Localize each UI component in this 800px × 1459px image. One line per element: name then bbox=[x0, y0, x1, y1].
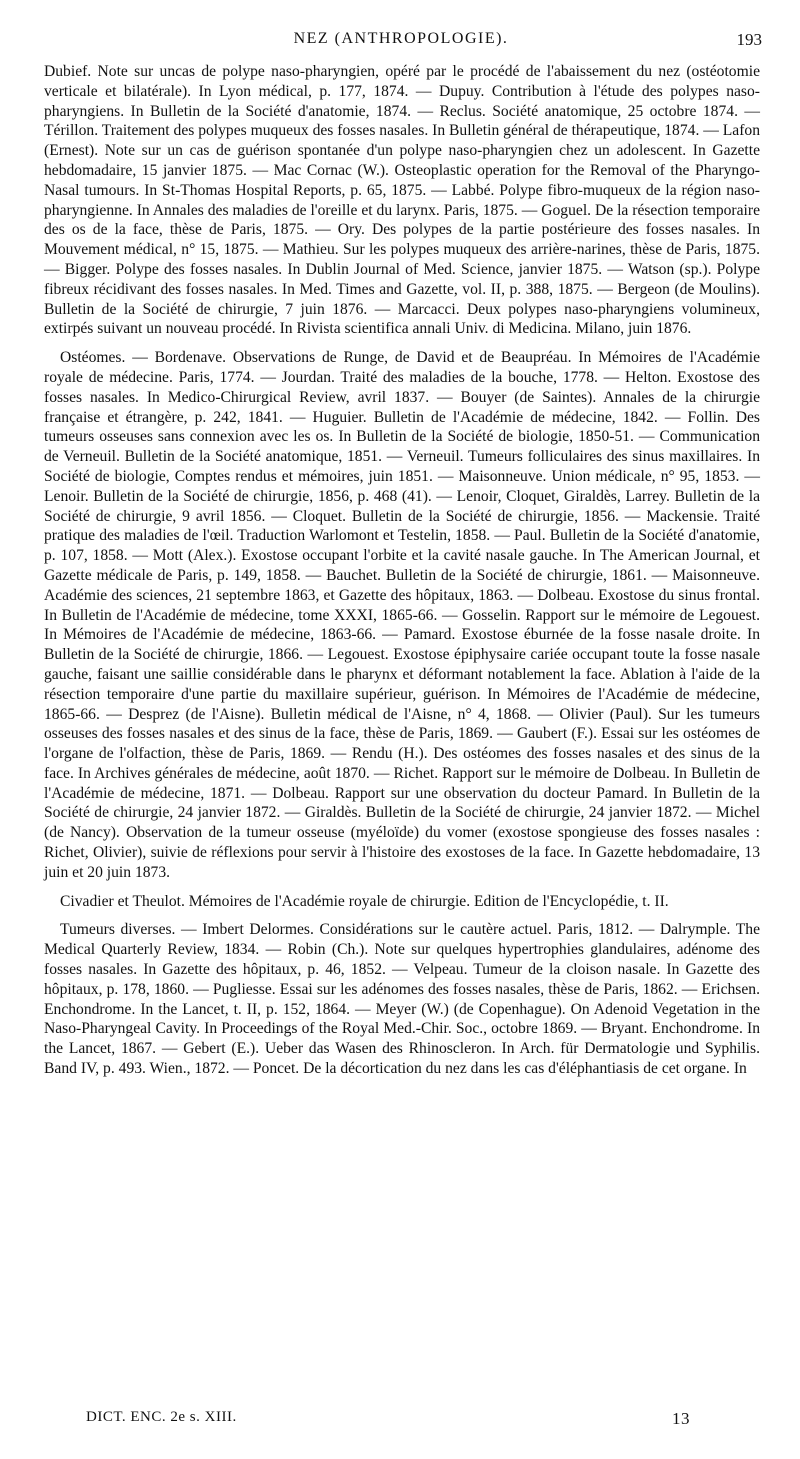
page-number: 193 bbox=[736, 30, 762, 49]
paragraph-osteomes: Ostéomes. — Bordenave. Observations de Runge, de David et de Beaupréau. In Mémoires de l'Académie royale de médecine. Paris, 1774. — Jourdan. Traité des maladies de la bouche, 1778. — Helton. Exostose des fosses nasales. In Medico-Chirurgical Review, avril 1837. — Bouyer (de Saintes). Annales de la chirurgie française et étrangère, p. 242, 1841. — Huguier. Bulletin de l'Académie de médecine, 1842. — Follin. Des tumeurs osseuses sans connexion avec les os. In Bulletin de la Société de biologie, 1850-51. — Communication de Verneuil. Bulletin de la Société anatomique, 1851. — Verneuil. Tumeurs folliculaires des sinus maxillaires. In Société de biologie, Comptes rendus et mémoires, juin 1851. — Maisonneuve. Union médicale, n° 95, 1853. — Lenoir. Bulletin de la Société de chirurgie, 1856, p. 468 (41). — Lenoir, Cloquet, Giraldès, Larrey. Bulletin de la Société de chirurgie, 9 avril 1856. — Cloquet. Bulletin de la Société de chirurgie, 1856. — Mackensie. Traité pratique des maladies de l'œil. Traduction Warlomont et Testelin, 1858. — Paul. Bulletin de la Société d'anatomie, p. 107, 1858. — Mott (Alex.). Exostose occupant l'orbite et la cavité nasale gauche. In The American Journal, et Gazette médicale de Paris, p. 149, 1858. — Bauchet. Bulletin de la Société de chirurgie, 1861. — Maisonneuve. Académie des sciences, 21 septembre 1863, et Gazette des hôpitaux, 1863. — Dolbeau. Exostose du sinus frontal. In Bulletin de l'Académie de médecine, tome XXXI, 1865-66. — Gosselin. Rapport sur le mémoire de Legouest. In Mémoires de l'Académie de médecine, 1863-66. — Pamard. Exostose éburnée de la fosse nasale droite. In Bulletin de la Société de chirurgie, 1866. — Legouest. Exostose épiphysaire cariée occupant toute la fosse nasale gauche, faisant une saillie considérable dans le pharynx et déformant notablement la face. Ablation à l'aide de la résection temporaire d'une partie du maxillaire supérieur, guérison. In Mémoires de l'Académie de médecine, 1865-66. — Desprez (de l'Aisne). Bulletin médical de l'Aisne, n° 4, 1868. — Olivier (Paul). Sur les tumeurs osseuses des fosses nasales et des sinus de la face, thèse de Paris, 1869. — Gaubert (F.). Essai sur les ostéomes de l'organe de l'olfaction, thèse de Paris, 1869. — Rendu (H.). Des ostéomes des fosses nasales et des sinus de la face. In Archives générales de médecine, août 1870. — Richet. Rapport sur le mémoire de Dolbeau. In Bulletin de l'Académie de médecine, 1871. — Dolbeau. Rapport sur une observation du docteur Pamard. In Bulletin de la Société de chirurgie, 24 janvier 1872. — Giraldès. Bulletin de la Société de chirurgie, 24 janvier 1872. — Michel (de Nancy). Observation de la tumeur osseuse (myéloïde) du vomer (exostose spongieuse des fosses nasales : Richet, Olivier), suivie de réflexions pour servir à l'histoire des exostoses de la face. In Gazette hebdomadaire, 13 juin et 20 juin 1873. bbox=[44, 349, 760, 881]
paragraph-civadier: Civadier et Theulot. Mémoires de l'Académie royale de chirurgie. Edition de l'Encyclopédie, t. II. bbox=[60, 892, 669, 910]
sheet-number: 13 bbox=[672, 1409, 690, 1428]
paragraph-tumeurs-diverses: Tumeurs diverses. — Imbert Delormes. Considérations sur le cautère actuel. Paris, 1812. — Dalrymple. The Medical Quarterly Review, 1834. — Robin (Ch.). Note sur quelques hypertrophies glandulaires, adénome des fosses nasales. In Gazette des hôpitaux, p. 46, 1852. — Velpeau. Tumeur de la cloison nasale. In Gazette des hôpitaux, p. 178, 1860. — Pugliesse. Essai sur les adénomes des fosses nasales, thèse de Paris, 1862. — Erichsen. Enchondrome. In the Lancet, t. II, p. 152, 1864. — Meyer (W.) (de Copenhague). On Adenoid Vegetation in the Naso-Pharyngeal Cavity. In Proceedings of the Royal Med.-Chir. Soc., octobre 1869. — Bryant. Enchondrome. In the Lancet, 1867. — Gebert (E.). Ueber das Wasen des Rhinoscleron. In Arch. für Dermatologie und Syphilis. Band IV, p. 493. Wien., 1872. — Poncet. De la décortication du nez dans les cas d'éléphantiasis de cet organe. In bbox=[44, 921, 760, 1078]
paragraph-polypes: Dubief. Note sur uncas de polype naso-pharyngien, opéré par le procédé de l'abaissement du nez (ostéotomie verticale et bilatérale). In Lyon médical, p. 177, 1874. — Dupuy. Contribution à l'étude des polypes naso-pharyngiens. In Bulletin de la Société d'anatomie, 1874. — Reclus. Société anatomique, 25 octobre 1874. — Térillon. Traitement des polypes muqueux des fosses nasales. In Bulletin général de thérapeutique, 1874. — Lafon (Ernest). Note sur un cas de guérison spontanée d'un polype naso-pharyngien chez un adolescent. In Gazette hebdomadaire, 15 janvier 1875. — Mac Cornac (W.). Osteoplastic operation for the Removal of the Pharyngo-Nasal tumours. In St-Thomas Hospital Reports, p. 65, 1875. — Labbé. Polype fibro-muqueux de la région naso-pharyngienne. In Annales des maladies de l'oreille et du larynx. Paris, 1875. — Goguel. De la résection temporaire des os de la face, thèse de Paris, 1875. — Ory. Des polypes de la partie postérieure des fosses nasales. In Mouvement médical, n° 15, 1875. — Mathieu. Sur les polypes muqueux des arrière-narines, thèse de Paris, 1875. — Bigger. Polype des fosses nasales. In Dublin Journal of Med. Science, janvier 1875. — Watson (sp.). Polype fibreux récidivant des fosses nasales. In Med. Times and Gazette, vol. II, p. 388, 1875. — Bergeon (de Moulins). Bulletin de la Société de chirurgie, 7 juin 1876. — Marcacci. Deux polypes naso-pharyngiens volumineux, extirpés suivant un nouveau procédé. In Rivista scientifica annali Univ. di Medicina. Milano, juin 1876. bbox=[44, 63, 760, 338]
running-title: NEZ (ANTHROPOLOGIE). bbox=[293, 30, 509, 47]
page-footer bbox=[86, 1409, 690, 1433]
page-header bbox=[40, 30, 762, 54]
bibliography-text bbox=[44, 62, 760, 1079]
signature-mark: DICT. ENC. 2e s. XIII. bbox=[86, 1409, 237, 1425]
